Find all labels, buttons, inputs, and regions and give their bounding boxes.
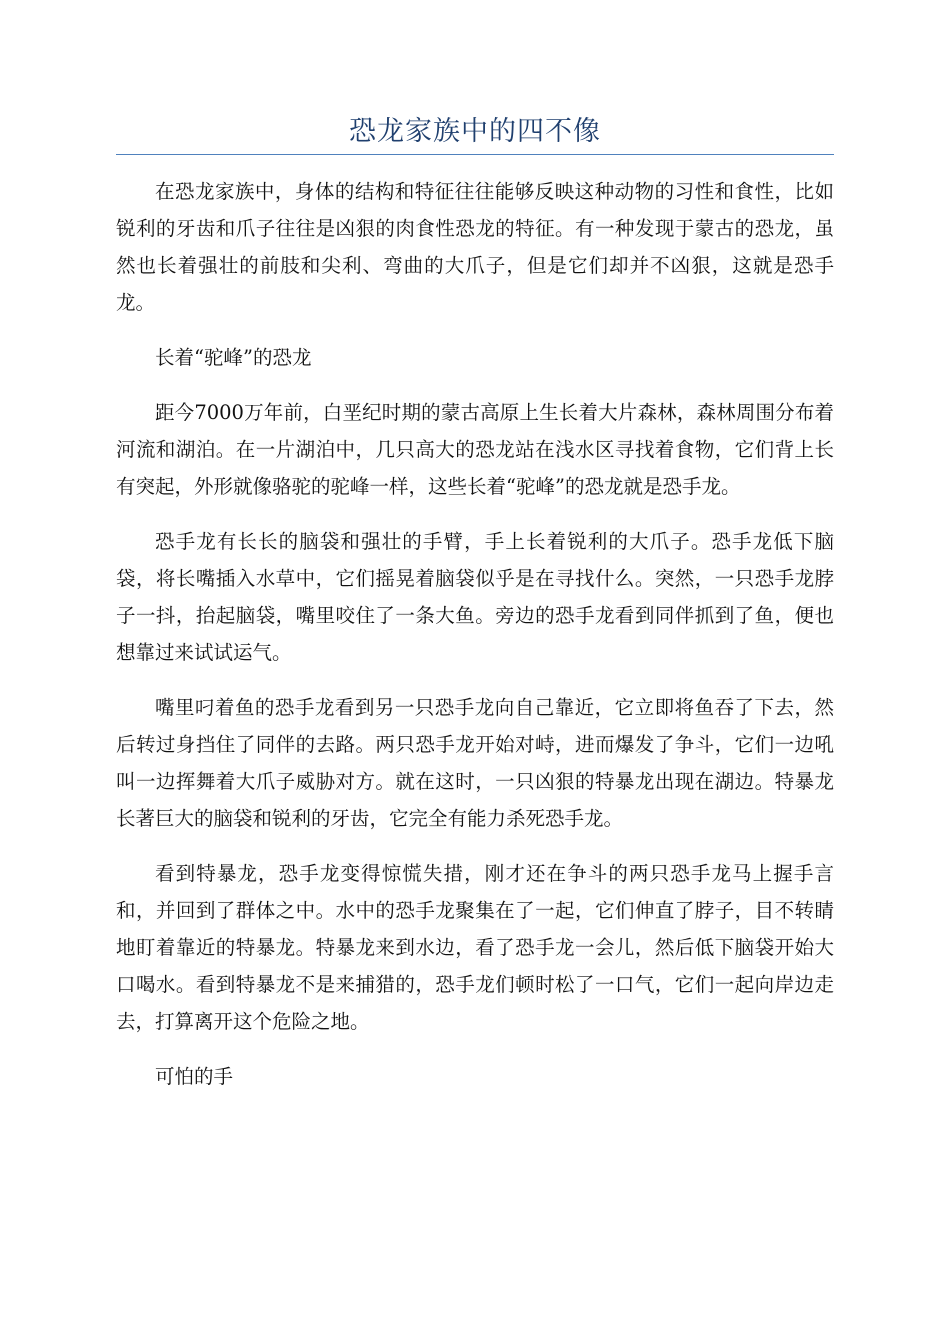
section-heading-hump: 长着“驼峰”的恐龙: [155, 346, 312, 369]
paragraph-intro: 在恐龙家族中，身体的结构和特征往往能够反映这种动物的习性和食性，比如锐利的牙齿和爪子往往是凶狠的肉食性恐龙的特征。有一种发现于蒙古的恐龙，虽然也长着强壮的前肢和尖利、弯曲的大爪子，但是它们却并不凶狠，这就是恐手龙。: [116, 180, 834, 314]
section-heading-hands: 可怕的手: [155, 1065, 234, 1088]
paragraph-tyrannosaur: 看到特暴龙，恐手龙变得惊慌失措，刚才还在争斗的两只恐手龙马上握手言和，并回到了群体之中。水中的恐手龙聚集在了一起，它们伸直了脖子，目不转睛地盯着靠近的特暴龙。特暴龙来到水边，看了恐手龙一会儿，然后低下脑袋开始大口喝水。看到特暴龙不是来捕猎的，恐手龙们顿时松了一口气，它们一起向岸边走去，打算离开这个危险之地。: [116, 862, 834, 1033]
paragraph-fight: 嘴里叼着鱼的恐手龙看到另一只恐手龙向自己靠近，它立即将鱼吞了下去，然后转过身挡住了同伴的去路。两只恐手龙开始对峙，进而爆发了争斗，它们一边吼叫一边挥舞着大爪子威胁对方。就在这时，一只凶狠的特暴龙出现在湖边。特暴龙长著巨大的脑袋和锐利的牙齿，它完全有能力杀死恐手龙。: [116, 696, 834, 830]
paragraph-hump-description: 距今7000万年前，白垩纪时期的蒙古高原上生长着大片森林，森林周围分布着河流和湖泊。在一片湖泊中，几只高大的恐龙站在浅水区寻找着食物，它们背上长有突起，外形就像骆驼的驼峰一样，这些长着“驼峰”的恐龙就是恐手龙。: [116, 401, 834, 498]
paragraph-fishing: 恐手龙有长长的脑袋和强壮的手臂，手上长着锐利的大爪子。恐手龙低下脑袋，将长嘴插入水草中，它们摇晃着脑袋似乎是在寻找什么。突然，一只恐手龙脖子一抖，抬起脑袋，嘴里咬住了一条大鱼。旁边的恐手龙看到同伴抓到了鱼，便也想靠过来试试运气。: [116, 530, 834, 664]
document-page: [116, 0, 834, 1113]
title-underline: [116, 154, 834, 155]
document-title: 恐龙家族中的四不像: [349, 116, 601, 147]
document-body: [116, 173, 834, 1095]
